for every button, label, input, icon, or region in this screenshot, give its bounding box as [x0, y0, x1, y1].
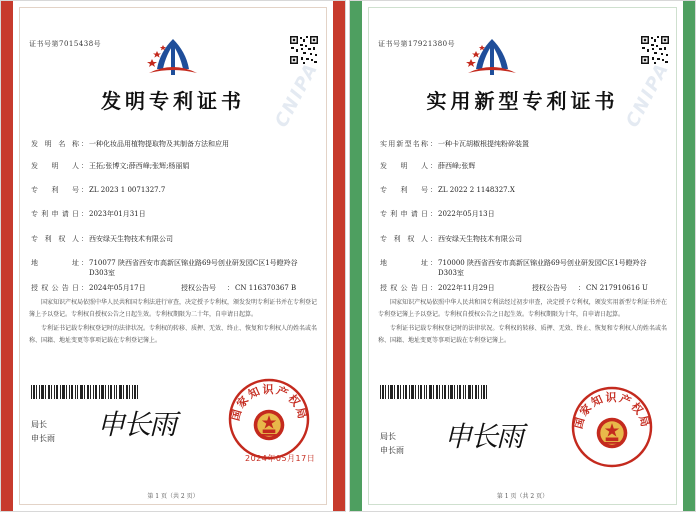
field-address: 地址 ： 710077 陕西省西安市高新区锦业路69号创业研发园C区1号瞪羚谷D303室	[31, 259, 298, 277]
left-border-band	[350, 1, 362, 511]
director-signature: 申长雨	[444, 420, 523, 453]
right-border-band	[333, 1, 345, 511]
cnipa-logo-icon	[143, 37, 203, 83]
certificate-declaration: 国家知识产权局依照中华人民共和国专利法经过初步审查，决定授予专利权，颁发实用新型专利证书并在专利登记簿上予以登记。专利权自授权公告之日起生效。专利权期限为十年，自申请日起算。 专利证书记载专利权登记时的法律状况。专利权的转移、质押、无效、终止、恢复和专利权人的姓名或名称、国籍、地址变更等事项记载在专利登记簿上。	[378, 299, 667, 344]
seal-date: 2024年05月17日	[245, 454, 316, 463]
invention-patent-certificate	[0, 0, 346, 512]
cnipa-watermark: CNIPA	[271, 58, 323, 131]
svg-text:国家知识产权局: 国家知识产权局	[571, 391, 653, 431]
certificate-serial: 证书号第17921380号	[378, 40, 456, 48]
certificate-declaration: 国家知识产权局依照中华人民共和国专利法进行审查，决定授予专利权，颁发发明专利证书并在专利登记簿上予以登记。专利权自授权公告之日起生效。专利权期限为二十年，自申请日起算。 专利证书记载专利权登记时的法律状况。专利权的转移、质押、无效、终止、恢复和专利权人的姓名或名称、国籍、地址变更等事项记载在专利登记簿上。	[29, 299, 318, 344]
page-footer: 第 1 页（共 2 页）	[496, 493, 549, 500]
utility-model-patent-certificate	[349, 0, 696, 512]
certificate-fields: 发明名称 ： 一种化妆品用植物提取物及其制备方法和应用 发明人 ： 王拓;张博文;薛西峰;张辉;杨丽娟 专利号 ： ZL 2023 1 0071327.7 专利申请日 ： 2023年01月31日 专利权人 ： 西安绿天生物技术有限公司 地址 ： 710077 陕西省西安市高新区锦业路69号创业研发园C区1号瞪羚谷D303室 授权公告日 ： 2024年05月17日 授权公告号 ： CN 116370367 B	[31, 139, 315, 299]
cnipa-watermark: CNIPA	[622, 58, 674, 131]
director-name: 申长雨	[31, 434, 55, 443]
svg-text:国家知识产权局: 国家知识产权局	[228, 383, 310, 423]
barcode-icon	[380, 385, 488, 399]
director-signature: 申长雨	[97, 408, 176, 441]
director-title: 局长	[380, 432, 396, 441]
director-title: 局长	[31, 420, 47, 429]
official-seal	[570, 385, 654, 469]
official-seal	[227, 377, 311, 461]
director-name: 申长雨	[380, 446, 404, 455]
page-footer: 第 1 页（共 2 页）	[147, 493, 199, 500]
field-address: 地址 ： 710000 陕西省西安市高新区锦业路69号创业研发园C区1号瞪羚谷D303室	[380, 259, 647, 277]
certificate-fields: 实用新型名称 ： 一种卡瓦胡椒根提纯粉碎装置 发明人 ： 薛西峰;张辉 专利号 ： ZL 2022 2 1148327.X 专利申请日 ： 2022年05月13日 专利权人 ： 西安绿天生物技术有限公司 地址 ： 710000 陕西省西安市高新区锦业路69号创业研发园C区1号瞪羚谷D303室 授权公告日 ： 2022年11月29日 授权公告号 ： CN 217910616 U	[380, 139, 665, 299]
certificate-title: 发明专利证书	[101, 89, 245, 113]
left-border-band	[1, 1, 13, 511]
cnipa-logo-icon	[462, 37, 522, 83]
right-border-band	[683, 1, 695, 511]
barcode-icon	[31, 385, 139, 399]
certificate-serial: 证书号第7015438号	[29, 40, 102, 48]
certificate-title: 实用新型专利证书	[426, 89, 619, 113]
